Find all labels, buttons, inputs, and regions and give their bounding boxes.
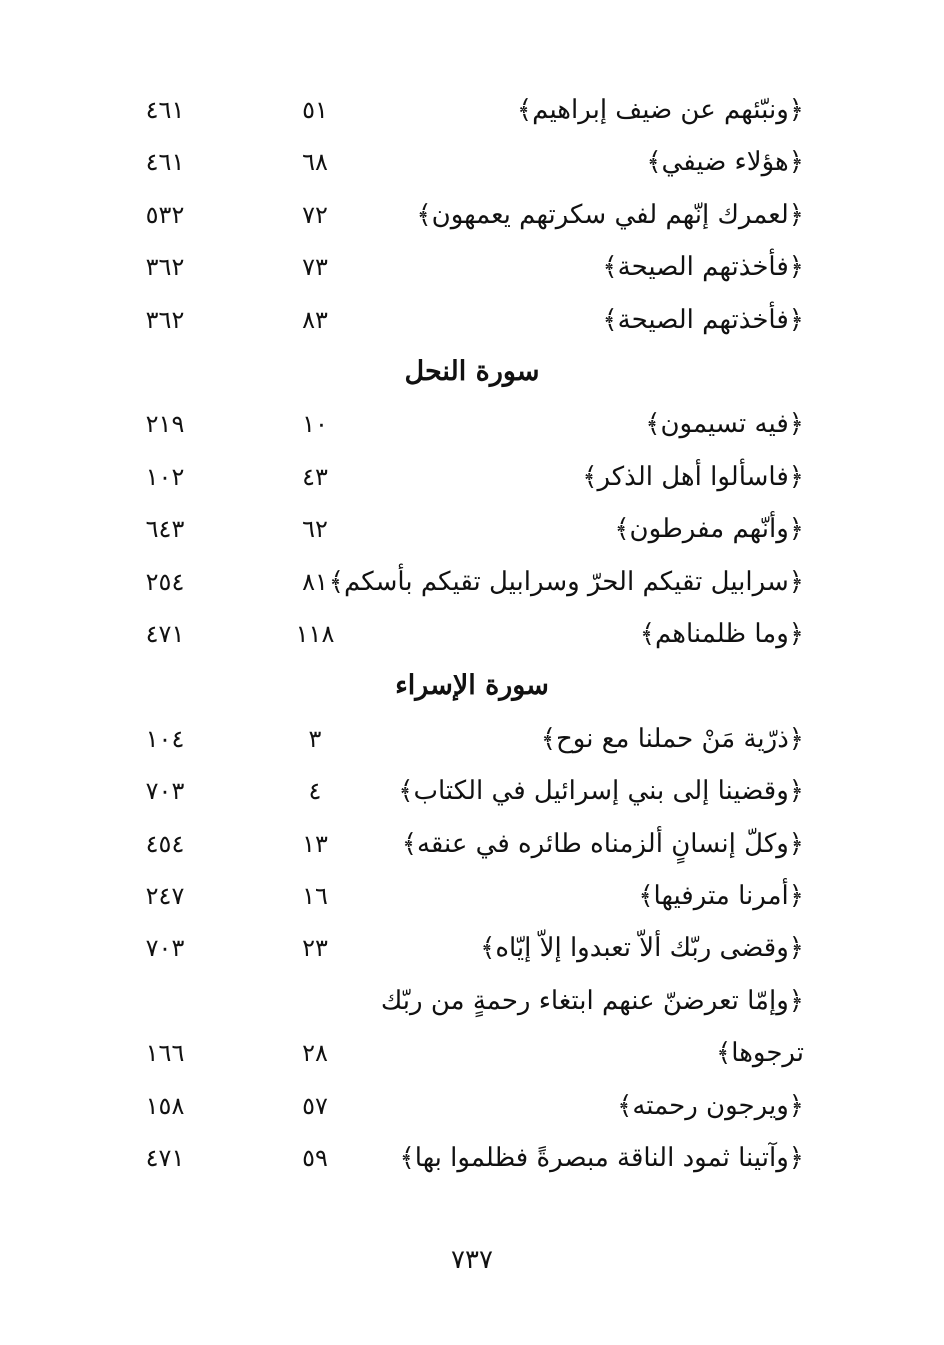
verse-text: ﴿وإمّا تعرضنّ عنهم ابتغاء رحمةٍ من ربّك xyxy=(380,985,804,1016)
ayah-number: ٤ xyxy=(308,777,322,806)
verse-text: ﴿ذرّية مَنْ حملنا مع نوح﴾ xyxy=(540,723,804,754)
ayah-number: ١١٨ xyxy=(295,620,335,648)
index-row xyxy=(100,715,820,763)
page-reference: ٤٧١ xyxy=(145,620,185,648)
page-reference: ٤٥٤ xyxy=(145,829,185,858)
page-reference: ١٠٢ xyxy=(145,462,185,491)
verse-text: ﴿وقضى ربّك ألاّ تعبدوا إلاّ إيّاه﴾ xyxy=(480,933,804,964)
page-reference: ٧٠٣ xyxy=(145,777,185,806)
ayah-number: ٢٣ xyxy=(302,934,328,963)
index-row xyxy=(100,977,820,1025)
ayah-number: ٣ xyxy=(308,724,322,753)
verse-text: ﴿ونبّئهم عن ضيف إبراهيم﴾ xyxy=(516,95,804,125)
page-reference: ٢٤٧ xyxy=(145,882,185,910)
ayah-number: ٧٣ xyxy=(302,253,328,282)
page-reference: ٧٠٣ xyxy=(145,934,185,963)
index-row xyxy=(100,767,820,815)
ayah-number: ١٣ xyxy=(302,829,328,858)
index-row xyxy=(100,243,820,291)
verse-text: ترجوها﴾ xyxy=(716,1038,804,1069)
page-reference: ٢٥٤ xyxy=(145,567,185,596)
index-row xyxy=(100,1134,820,1182)
page-reference: ٣٦٢ xyxy=(145,253,185,282)
page-reference: ٢١٩ xyxy=(145,410,185,439)
verse-text: ﴿وآتينا ثمود الناقة مبصرةً فظلموا بها﴾ xyxy=(399,1143,804,1173)
ayah-number: ٧٢ xyxy=(302,200,328,229)
verse-text: ﴿أمرنا مترفيها﴾ xyxy=(638,881,804,911)
ayah-number: ٦٨ xyxy=(302,148,328,177)
verse-text: ﴿فيه تسيمون﴾ xyxy=(645,409,804,440)
ayah-number: ٥٧ xyxy=(302,1091,328,1120)
verse-text: ﴿فأخذتهم الصيحة﴾ xyxy=(602,304,804,335)
index-row xyxy=(100,400,820,448)
index-row xyxy=(100,138,820,186)
verse-text: ﴿لعمرك إنّهم لفي سكرتهم يعمهون﴾ xyxy=(416,199,804,230)
index-row xyxy=(100,453,820,501)
verse-text: ﴿فاسألوا أهل الذكر﴾ xyxy=(582,461,804,492)
index-row xyxy=(100,296,820,344)
ayah-number: ٢٨ xyxy=(302,1039,328,1068)
ayah-number xyxy=(270,977,360,1025)
page-reference: ٤٦١ xyxy=(145,96,185,124)
index-row xyxy=(100,872,820,920)
ayah-number: ٤٣ xyxy=(302,462,328,491)
surah-heading: سورة النحل xyxy=(404,356,540,387)
index-row xyxy=(100,86,820,134)
ayah-number: ٥٩ xyxy=(302,1144,328,1172)
verse-text: ﴿وما ظلمناهم﴾ xyxy=(639,619,804,649)
index-row xyxy=(100,1082,820,1130)
ayah-number: ١٠ xyxy=(302,410,328,439)
page-reference: ١٠٤ xyxy=(145,724,185,753)
index-row xyxy=(100,1029,820,1077)
page-reference xyxy=(120,977,210,1025)
ayah-number: ٨١ xyxy=(302,567,328,596)
index-row xyxy=(100,610,820,658)
index-row xyxy=(100,924,820,972)
ayah-number: ١٦ xyxy=(302,882,328,910)
page-reference: ٦٤٣ xyxy=(145,515,185,544)
verse-text: ﴿وقضينا إلى بني إسرائيل في الكتاب﴾ xyxy=(398,776,804,807)
verse-text: ﴿هؤلاء ضيفي﴾ xyxy=(646,147,804,178)
index-row xyxy=(100,558,820,606)
ayah-number: ٥١ xyxy=(302,96,328,124)
index-row xyxy=(100,191,820,239)
page-reference: ٣٦٢ xyxy=(145,305,185,334)
ayah-number: ٦٢ xyxy=(302,515,328,544)
page-reference: ١٦٦ xyxy=(145,1039,185,1068)
index-row xyxy=(100,505,820,553)
page-reference: ٤٧١ xyxy=(145,1144,185,1172)
verse-text: ﴿فأخذتهم الصيحة﴾ xyxy=(602,252,804,283)
page-reference: ٥٣٢ xyxy=(145,200,185,229)
verse-text: ﴿سرابيل تقيكم الحرّ وسرابيل تقيكم بأسكم﴾ xyxy=(328,566,804,597)
page-reference: ١٥٨ xyxy=(145,1091,185,1120)
page-reference: ٤٦١ xyxy=(145,148,185,177)
ayah-number: ٨٣ xyxy=(302,305,328,334)
verse-text: ﴿وكلّ إنسانٍ ألزمناه طائره في عنقه﴾ xyxy=(401,828,804,859)
verse-text: ﴿وأنّهم مفرطون﴾ xyxy=(614,514,804,545)
page-number: ٧٣٧ xyxy=(451,1245,493,1275)
index-row xyxy=(100,820,820,868)
verse-text: ﴿ويرجون رحمته﴾ xyxy=(617,1090,804,1121)
surah-heading: سورة الإسراء xyxy=(395,670,549,702)
